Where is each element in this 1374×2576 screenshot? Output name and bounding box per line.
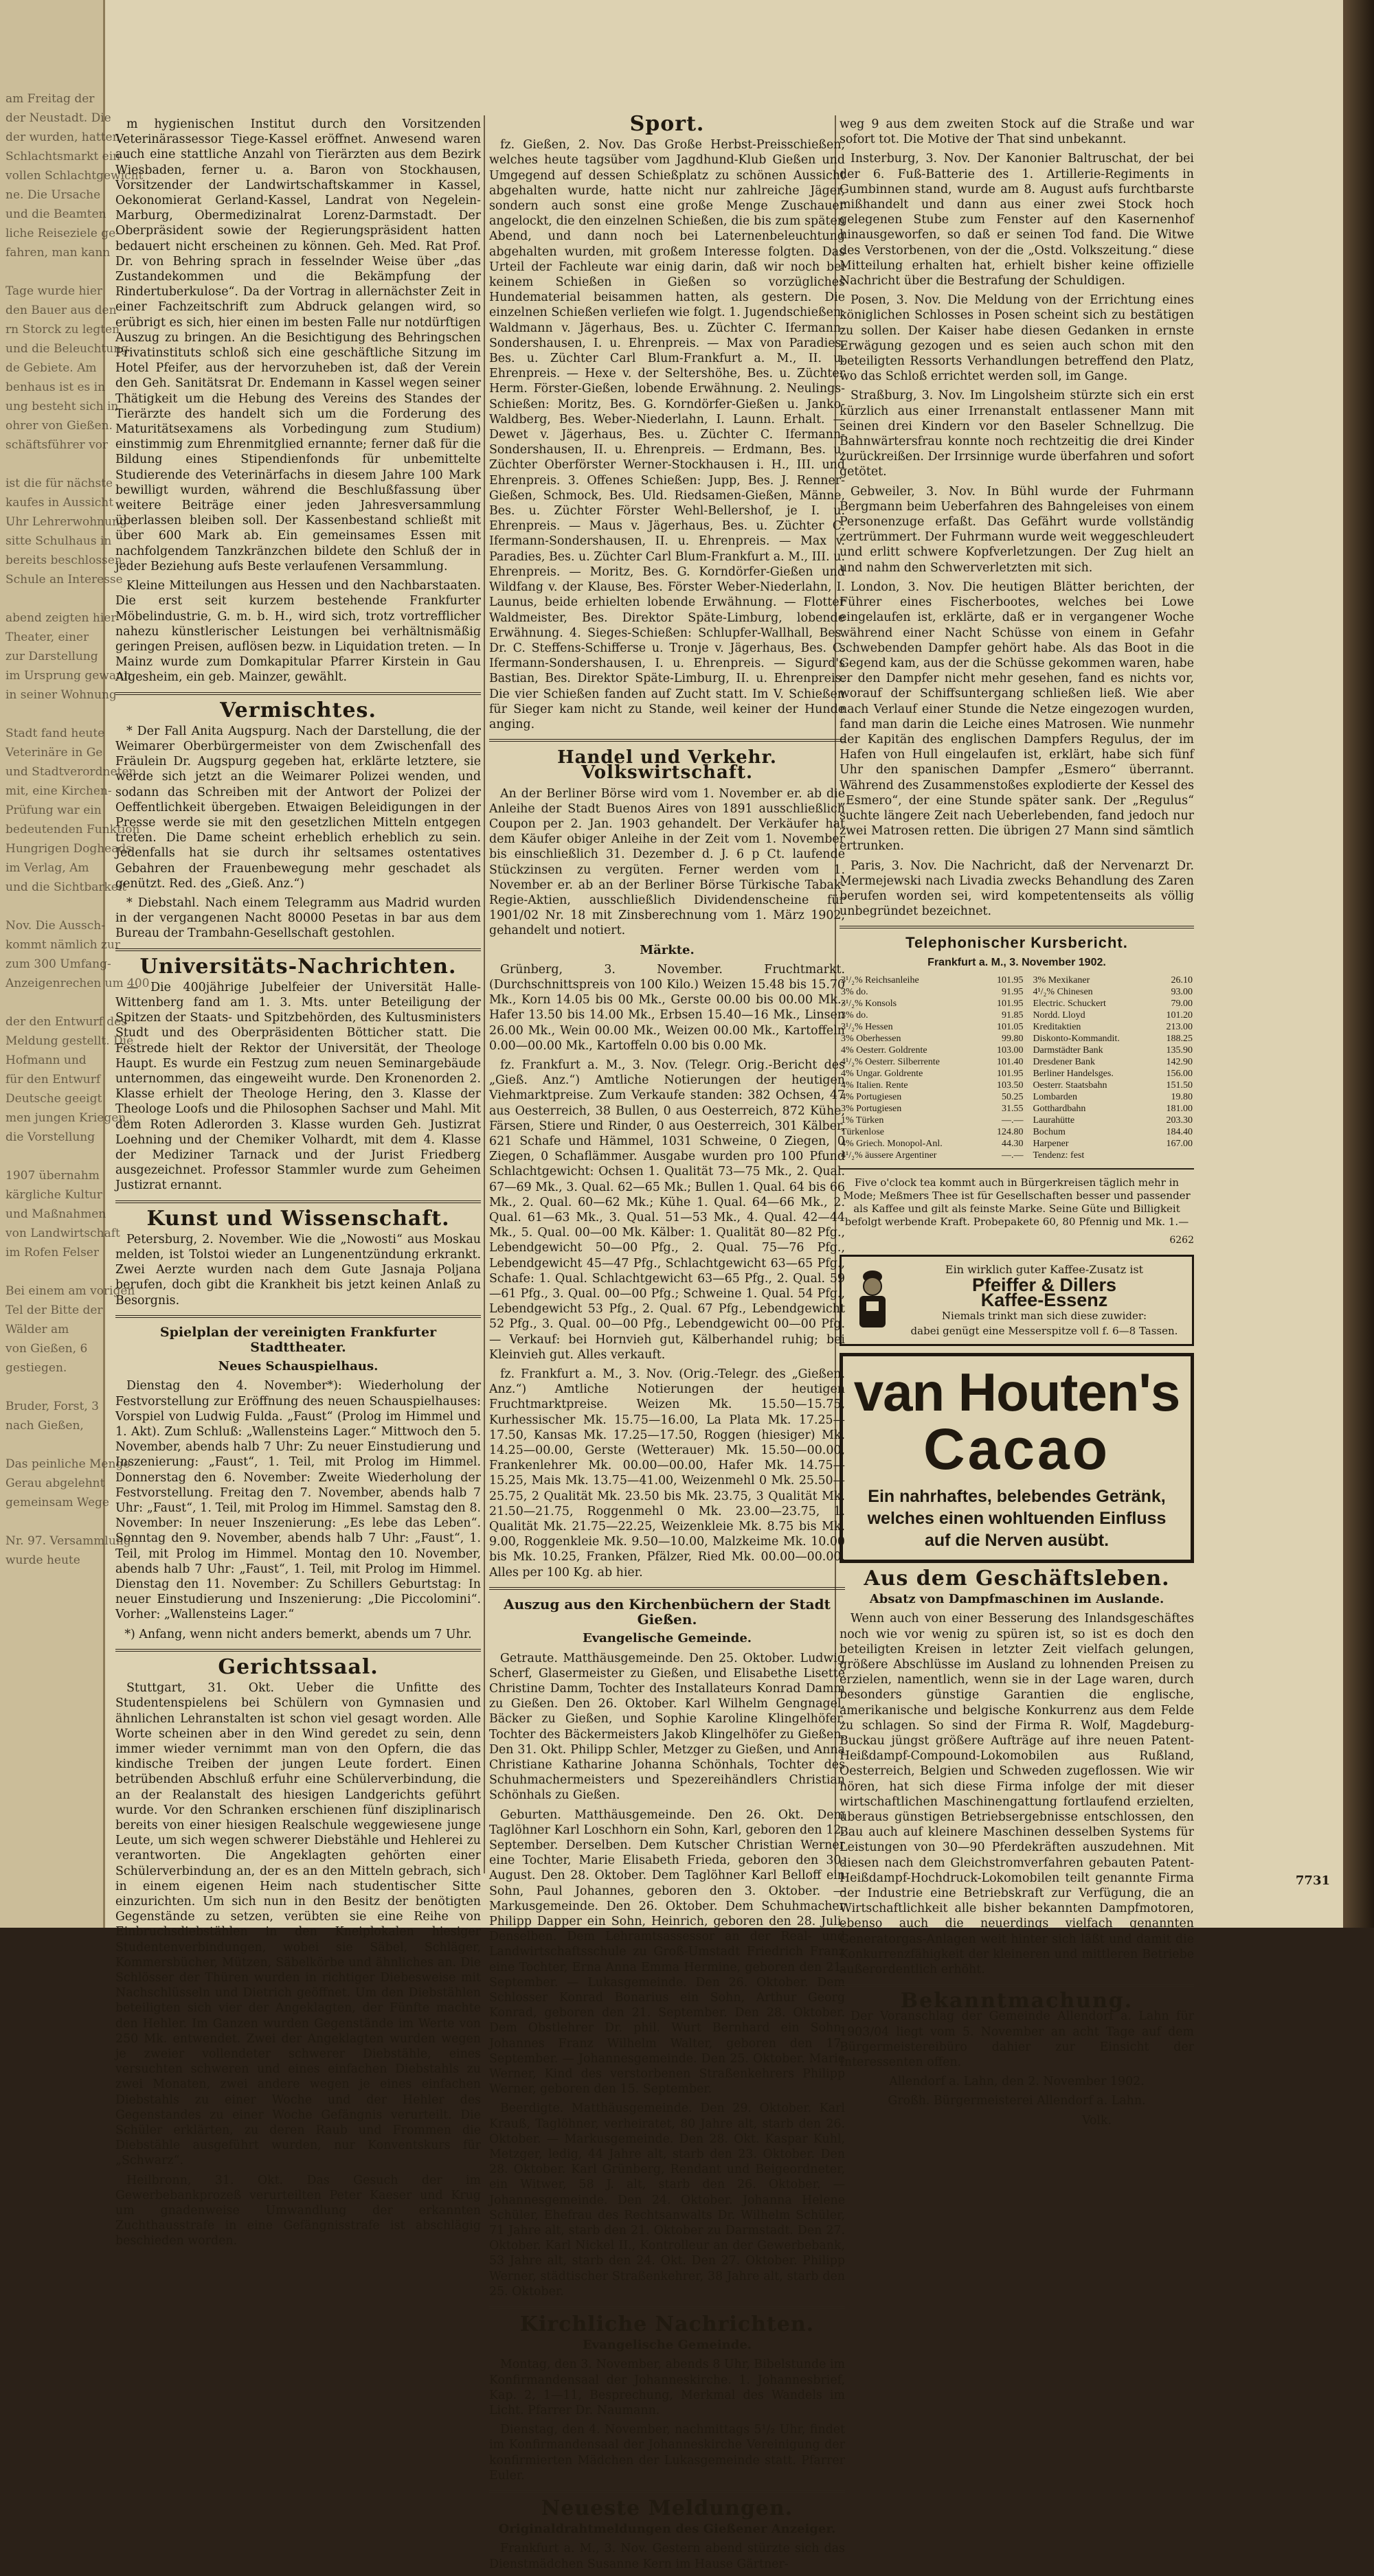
security-price: 184.40 [1166,1126,1193,1137]
article-paragraph: — Die 400jährige Jubelfeier der Universität Halle-Wittenberg fand am 1. 3. Mts. unter Beteiligung der Spitzen der Staats- und Spitzbehörden, des Kultusministers Studt und des Oberpräsidenten Bötticher statt. Die Festrede hielt der Rektor der Universität, der Theologe Haupt. Es wurde ein Festzug zum neuen Seminargebäude unternommen, das eingeweiht wurde. Den Kronenorden 2. Klasse erhielt der Theologe Hering, den 3. Klasse der Theologe Loofs und die Philosophen Sachser und Mahl. Mit dem Roten Adlerorden 3. Klasse wurden Geh. Justizrat Loehning und der Chemiker Volhardt, mit dem 4. Klasse der Mediziner Tarnack und der Jurist Friedberg ausgezeichnet. Professor Stammler wurde zum Geheimen Justizrat ernannt. [115,980,481,1193]
security-price: —.— [1001,1150,1024,1161]
security-price: 99.80 [1001,1033,1024,1044]
security-name: Darmstädter Bank [1033,1045,1103,1056]
security-price: 101.95 [996,998,1024,1009]
column-1 [115,117,481,2253]
security-name: 3¹/₂% Hessen [841,1021,893,1032]
facing-page-edge [0,0,150,1928]
quote-row [840,1010,1194,1021]
article-paragraph: * Der Fall Anita Augspurg. Nach der Darstellung, die der Weimarer Oberbürgermeister von dem Zwischenfall des Fräulein Dr. Augspurg gegeben hat, erklärte letztere, sie werde sich jetzt an die Weimarer Polizei wenden, und sodann das Schreiben mit der Antwort der Polizei der Oeffentlichkeit übergeben. Etwaigen Beleidigungen in der Presse werde sie mit den gesetzlichen Mitteln entgegen treten. Die Dame scheint erheblich erheblich zu sein. Jedenfalls hat sie durch ihr seltsames ostentatives Gebahren der Frauenbewegung mehr geschadet als genützt. Red. des „Gieß. Anz.“) [115,724,481,891]
security-price: 151.50 [1166,1080,1193,1091]
ad-product: Cacao [923,1416,1111,1481]
ad-number: 6262 [1169,1234,1194,1246]
security-name: 3% do. [841,986,868,997]
security-price: 19.80 [1171,1091,1193,1102]
section-heading-neueste: Neueste Meldungen. [541,2496,793,2521]
section-heading-bekanntmachung: Bekanntmachung. [900,1989,1134,2014]
security-name: 4% Oesterr. Goldrente [841,1045,927,1056]
section-subheading: Märkte. [640,942,695,957]
security-name: Bochum [1033,1126,1066,1137]
security-price: 101.05 [996,1021,1024,1032]
footnote: *) Anfang, wenn nicht anders bemerkt, abends um 7 Uhr. [124,1627,472,1641]
quote-row [840,1033,1194,1045]
section-heading-gerichtssaal: Gerichtssaal. [218,1654,379,1679]
security-name: Berliner Handelsges. [1033,1068,1114,1079]
security-name: Diskonto-Kommandit. [1033,1033,1120,1044]
security-name: Nordd. Lloyd [1033,1010,1085,1021]
column-2 [489,112,845,2576]
article-paragraph: Grünberg, 3. November. Fruchtmarkt. (Durchschnittspreis von 100 Kilo.) Weizen 15.48 bis 15.70 Mk., Korn 14.05 bis 00 Mk., Gerste 00.00 bis 00.00 Mk., Hafer 13.50 bis 14.00 Mk., Erbsen 15.40—16 Mk., Linsen 26.00 Mk., Wein 00.00 Mk., Weizen 00.00 Mk., Kartoffeln 0.00—00.00 Mk., Kartoffeln 0.00 bis 0.00 Mk. [489,962,845,1053]
security-price: 213.00 [1166,1021,1193,1032]
article-paragraph: Getraute. Matthäusgemeinde. Den 25. Oktober. Ludwig Scherf, Glasermeister zu Gießen, und Elisabethe Lisette Christine Damm, Tochter des Installateurs Konrad Damm zu Gießen. Den 26. Oktober. Karl Wilhelm Gengnagel, Bäcker zu Gießen, und Sophie Karoline Klingelhöfer, Tochter des Bäckermeisters Jakob Klingelhöfer zu Gießen. Den 31. Okt. Philipp Schler, Metzger zu Gießen, und Anna Christiane Katharine Johanna Schönhals, Tochter des Schuhmachermeisters und Spezereihändlers Christian Schönhals zu Gießen. [489,1651,845,1803]
notice-date: Allendorf a. Lahn, den 2. November 1902. [889,2075,1145,2089]
security-name: Gotthardbahn [1033,1103,1086,1114]
quote-row [840,974,1194,986]
section-heading-universitaet: Universitäts-Nachrichten. [139,954,457,979]
article-paragraph: Montag, den 3. November, abends 8 Uhr, Bibelstunde im Konfirmandensaal der Johanneskirche. 1. Johannesbrief, Kap. 2, 1—11, Besprechung, Merkmal des Wandels im Licht. Pfarrer Dr. Naumann. [489,2358,845,2418]
security-name: Harpener [1033,1138,1069,1149]
quote-row [840,1150,1194,1161]
security-price: 156.00 [1166,1068,1193,1079]
article-paragraph: m hygienischen Institut durch den Vorsitzenden Veterinärassessor Tiege-Kassel eröffnet. Anwesend waren auch eine stattliche Anzahl von Tierärzten aus dem Bezirk Wiesbaden, ferner u. a. Baron von Stockhausen, Vorsitzender der Landwirtschaftskammer in Kassel, Oekonomierat Gerland-Kassel, Landrat von Negelein-Marburg, Obermedizinalrat Lorenz-Darmstadt. Der Oberpräsident sowie der Regierungspräsident hatten bedauert nicht erscheinen zu können. Geh. Med. Rat Prof. Dr. von Behring sprach in fesselnder Weise über „das Zustandekommen und die Bekämpfung der Rindertuberkulose“. Da der Vortrag in allernächster Zeit in einer Fachzeitschrift zum Abdruck gelangen wird, so erübrigt es sich, hier einen im besten Falle nur notdürftigen Auszug zu bringen. An die Besichtigung des Behringschen Privatinstituts schloß sich eine geschäftliche Sitzung im Hotel Pfeifer, aus der hervorzuheben ist, daß der Verein den Geh. Sanitätsrat Dr. Endemann in Kassel wegen seiner Thätigkeit um die Hebung des Vereins des Standes der Tierärzte des handelt sich um die Forderung des Maturitätsexamens als Vorbedingung zum Studium) einstimmig zum Ehrenmitglied ernannte; ferner daß für die Bildung eines Stipendienfonds für unbemittelte Studierende des Veterinärfachs in diesem Jahre 100 Mark bewilligt wurden, während die Beschlußfassung über weitere Beiträge einer jeden Jahresversammlung überlassen bleiben soll. Der Kassenbestand schließt mit über 600 Mark ab. Ein gemeinsames Essen mit nachfolgendem Tanzkränzchen bildete den Schluß der in jeder Beziehung aufs Beste verlaufenen Versammlung. [115,117,481,573]
security-price: 181.00 [1166,1103,1193,1114]
article-paragraph: weg 9 aus dem zweiten Stock auf die Straße und war sofort tot. Die Motive der That sind unbekannt. [840,117,1194,147]
section-heading-kunst: Kunst und Wissenschaft. [146,1206,450,1231]
security-price: —.— [1001,1115,1024,1126]
ad-slogan: Ein nahrhaftes, belebendes Getränk, [868,1486,1166,1506]
security-name: 4¹/₂% Oesterr. Silberrente [841,1056,940,1067]
security-price: 203.30 [1166,1115,1193,1126]
security-name: Laurahütte [1033,1115,1075,1126]
quote-row [840,1056,1194,1068]
article-paragraph: Frankfurt a. M., 3. Nov. Gestern abend stürzte sich das Dienstmädchen Susanne Kern im Hause Gärtner- [489,2542,845,2571]
section-subheading: Evangelische Gemeinde. [582,1631,752,1646]
article-paragraph: Posen, 3. Nov. Die Meldung von der Errichtung eines königlichen Schlosses in Posen scheint sich zu bestätigen zu sollen. Der Kaiser habe diesen Gedanken in ernste Erwägung gezogen und es seien auch schon mit den beteiligten Ressorts Verhandlungen betreffend den Platz, wo das Schloß errichtet werden soll, im Gange. [840,293,1194,384]
security-price: 101.40 [996,1056,1024,1067]
security-name: 4% Italien. Rente [841,1080,908,1091]
security-name: 3¹/₂% Konsols [841,998,897,1009]
article-paragraph: Petersburg, 2. November. Wie die „Nowosti“ aus Moskau melden, ist Tolstoi wieder an Lungenentzündung erkrankt. Zwei Aerzte wurden nach dem Gute Jasnaja Poljana berufen, doch gibt die Krankheit bis jetzt keinen Anlaß zu Besorgnis. [115,1232,481,1308]
facing-page-text: am Freitag der der Neustadt. Die der wurden, hatten Schlachtsmarkt ein vollen Schlachtgewicht ne. Die Ursache und die Beamten liche Reiseziele ge- fahren, man kann Tage wurde hier den Bauer aus den rn Storck zu legten und die Beleuchtung de Gebiete. Am benhaus ist es in ung besteht sich in ohrer von Gießen. schäftsführer vor ist die für nächste kaufes in Aussicht Uhr Lehrerwohnung sitte Schulhaus in bereits beschlossen. Schule an Interesse abend zeigten hier Theater, einer zur Darstellung im Ursprung gewann in seiner Wohnung Stadt fand heute Veterinäre in Ge und Stadtverordneten mit, eine Kirchen- Prüfung war ein bedeutenden Funktion Hungrigen Dogheads im Verlag, Am und die Sichtbarkeit Nov. Die Aussch- kommt nämlich zur zum 300 Umfang- Anzeigenrechen um 400 der den Entwurf des Meldung gestellt. Die Hofmann und für den Entwurf Deutsche geeigt men jungen Kriegen, die Vorstellung 1907 übernahm kärgliche Kultur und Maßnahmen von Landwirtschaft im Rofen Felser Bei einem am vorigen Tel der Bitte der Wälder am von Gießen, 6 gestiegen. Bruder, Forst, 3 nach Gießen, Das peinliche Menge Gerau abgelehnt gemeinsam Wege Nr. 97. Versammlung wurde heute [5,92,150,1567]
security-price: 142.90 [1166,1056,1193,1067]
article-paragraph: Gebweiler, 3. Nov. In Bühl wurde der Fuhrmann Bergmann beim Ueberfahren des Bahngeleises von einem Personenzuge erfaßt. Das Gefährt wurde vollständig zertrümmert. Der Fuhrmann wurde weit weggeschleudert und erlitt schwere Kopfverletzungen. Der Zug hielt an und nahm den Schwerverletzten mit sich. [840,484,1194,575]
section-heading-geschaeftsleben: Aus dem Geschäftsleben. [864,1566,1170,1591]
security-price [1154,1150,1194,1161]
security-name: 4¹/₂% Chinesen [1033,986,1093,997]
security-name: 3¹/₂% Reichsanleihe [841,974,919,985]
security-price: 101.95 [996,974,1024,985]
quote-row [840,1103,1194,1115]
page-number: 7731 [1295,1873,1330,1888]
article-paragraph: Geburten. Matthäusgemeinde. Den 26. Okt. Dem Taglöhner Karl Loschhorn ein Sohn, Karl, geboren den 12. September. Derselben. Dem Kutscher Christian Werner eine Tochter, Marie Elisabeth Frieda, geboren den 30. August. Den 28. Oktober. Dem Taglöhner Karl Belloff ein Sohn, Paul Johannes, geboren den 3. Oktober. — Markusgemeinde. Den 26. Oktober. Dem Schuhmacher Philipp Dapper ein Sohn, Heinrich, geboren den 28. Juli. Denselben. Dem Lehramtsassessor an der Real- und Landwirtschaftsschule zu Groß-Umstadt Friedrich Franz eine Tochter, Erna Anna Emma Hermine, geboren den 21. September. — Lukasgemeinde. Den 26. Oktober. Dem Schlosser Konrad Bonarius ein Sohn, Arthur Georg Konrad, geboren den 21. September. Den 28. Oktober. Dem Obstlehrer Dr. phil. Wurt Bernhard ein Sohn, Johannes Franz Wilhelm Walter, geboren den 17. September. — Johannesgemeinde. Den 25. Oktober. Marie Werner, Kind des verstorbenen Straßenkehrers Philipp Werner, geboren den 15. September. [489,1808,845,2097]
article-paragraph: Insterburg, 3. Nov. Der Kanonier Baltruschat, der bei der 6. Fuß-Batterie des 1. Artillerie-Regiments in Gumbinnen stand, wurde am 8. August aufs furchtbarste mißhandelt und dann aus einer zwei Stock hoch gelegenen Stube zum Fenster auf den Kasernenhof hinausgeworfen, so daß er seinen Tod fand. Die Witwe des Verstorbenen, von der die „Ostd. Volkszeitung.“ diese Mitteilung erhalten hat, erhielt bisher keine offizielle Nachricht über die Bestrafung der Schuldigen. [840,152,1194,288]
security-name: Türkenlose [841,1126,884,1137]
quote-row [840,1115,1194,1126]
notice-paragraph: Der Voranschlag der Gemeinde Allendorf a. Lahn für 1903/04 liegt vom 5. November an acht Tage auf dem Bürgermeistereibüro dahier zur Einsicht der Interessenten offen. [840,2009,1194,2070]
ad-product: Kaffee-Essenz [980,1290,1108,1311]
security-price: 124.80 [996,1126,1024,1137]
security-price: 91.95 [1001,986,1024,997]
section-heading-kursbericht: Telephonischer Kursbericht. [905,934,1128,952]
article-paragraph: An der Berliner Börse wird vom 1. November er. ab die Anleihe der Stadt Buenos Aires von 1891 ausschließlich Coupon per 2. Jan. 1903 gehandelt. Der Verkäufer hat dem Käufer obiger Anleihe in der Zeit vom 1. November bis einschließlich 31. Dezember d. J. 6 p Ct. laufende Stückzinsen zu vergüten. Ferner werden vom 1. November er. ab an der Berliner Börse Türkische Tabak-Regie-Aktien, ausschließlich Dividendenscheine für 1901/02 Nr. 18 mit Zinsberechnung vom 1. März 1902, gehandelt und notiert. [489,786,845,938]
security-price: 103.00 [996,1045,1024,1056]
security-name: 4% Portugiesen [841,1091,902,1102]
quote-row [840,998,1194,1010]
article-paragraph: Heilbronn, 31. Okt. Das Gesuch der im Gewerbebankprozeß verurteilten Peter Kaeser und Krug um gnadenweise Umwandlung der erkannten Zuchthausstrafe in eine Gefängnisstrafe ist abschlägig beschieden worden. [115,2173,481,2248]
security-price: 188.25 [1166,1033,1193,1044]
man-with-cup-icon [848,1267,897,1333]
quote-row [840,1021,1194,1033]
section-heading-kirchliche: Kirchliche Nachrichten. [519,2312,815,2337]
article-paragraph: Wenn auch von einer Besserung des Inlandsgeschäftes noch wie vor wenig zu spüren ist, so ist es doch den beteiligten Kreisen in letzter Zeit vielfach gelungen, größere Abschlüsse im Ausland zu lohnenden Preisen zu erzielen, namentlich, wenn sie in der Lage waren, durch besonders günstige Garantien die englische, amerikanische und belgische Konkurrenz aus dem Felde zu schlagen. So sind der Firma R. Wolf, Magdeburg-Buckau jüngst größere Aufträge auf ihre neuen Patent-Heißdampf-Compound-Lokomobilen aus Rußland, Oesterreich, Belgien und Schweden zugeflossen. Wie wir hören, hat sich diese Firma infolge der mit dieser wirtschaftlichen Maschinengattung fortlaufend erzielten, überaus günstigen Betriebsergebnisse entschlossen, den Bau auch auf kleinere Maschinen desselben Systems für Leistungen von 30—90 Pferdekräften auszudehnen. Mit diesen nach dem Gleichstromverfahren gebauten Patent-Heißdampf-Hochdruck-Lokomobilen teilt genannte Firma der Industrie eine Betriebskraft zur Verfügung, die an Wirtschaftlichkeit alle bisher bekannten Dampfmotoren, ebenso auch die neuerdings vielfach genannten Generatorgas-Anlagen weit hinter sich läßt und damit die Konkurrenzfähigkeit der kleineren und mittleren Betriebe außerordentlich erhöht. [840,1612,1194,1977]
section-subheading: Neues Schauspielhaus. [218,1359,379,1374]
article-paragraph: Paris, 3. Nov. Die Nachricht, daß der Nervenarzt Dr. Mermejewski nach Livadia zwecks Behandlung des Zaren berufen worden sei, wird kompetentenseits als völlig unbegründet bezeichnet. [840,858,1194,919]
security-price: 135.90 [1166,1045,1193,1056]
stock-quote-table [840,974,1194,1161]
security-name: 3% do. [841,1010,868,1021]
security-name: 3% Portugiesen [841,1103,902,1114]
security-name: 3% Oberhessen [841,1033,901,1044]
security-price: 79.00 [1171,998,1193,1009]
notice-signature: Volk. [1081,2113,1112,2128]
article-paragraph: Straßburg, 3. Nov. Im Lingolsheim stürzte sich ein erst kürzlich aus einer Irrenanstalt entlassener Mann mit seinen drei Kindern vor den Baseler Schnellzug. Die Bahnwärtersfrau konnte noch rechtzeitig die drei Kinder zurückreißen. Der Irrsinnige wurde überfahren und sofort getötet. [840,389,1194,479]
security-price: 167.00 [1166,1138,1193,1149]
section-heading-vermischtes: Vermischtes. [220,698,376,722]
advertisement-text: Five o'clock tea kommt auch in Bürgerkreisen täglich mehr in Mode; Meßmers Thee ist für Gesellschaften besser und passender als Kaffee und gilt als feinste Marke. Seine Güte und Billigkeit befolgt werbende Kraft. Probepakete 60, 80 Pfennig und Mk. 1.— [843,1176,1191,1228]
security-price: 103.50 [996,1080,1024,1091]
ad-brand: van Houten's [853,1361,1180,1422]
section-heading-kirchenbuecher: Auszug aus den Kirchenbüchern der Stadt Gießen. [504,1595,831,1628]
article-paragraph: London, 3. Nov. Die heutigen Blätter berichten, der Führer eines Fischerbootes, welches bei Lowe eingelaufen ist, erklärte, daß er in vergangener Woche während einer Nacht Schüsse von einem in Gefahr schwebenden Dampfer gehört habe. Als das Boot in die Gegend kam, aus der die Schüsse gekommen waren, habe er den Dampfer nicht mehr gesehen, fand es nichts vor, worauf der Schiffsuntergang schließen ließ. Wie aber nach Verlauf einer Stunde die Netze eingezogen wurden, fand man darin die Leiche eines Matrosen. Wie nunmehr der Kapitän des englischen Dampfers Regulus, der im Hafen von Hull eingelaufen ist, erklärt, habe sich fünf Uhr den spanischen Dampfer „Esmero“ überrannt. Während des Zusammenstoßes explodierte der Kessel des „Esmero“, der eine Stunde später sank. Der „Regulus“ suchte längere Zeit nach Ueberlebenden, fand jedoch nur zwei Matrosen retten. Die übrigen 27 Mann sind sämtlich ertrunken. [840,580,1194,854]
section-subheading: Evangelische Gemeinde. [582,2338,752,2353]
article-paragraph: Dienstag, den 4. November, nachmittags 5¹/₂ Uhr, findet im Konfirmandensaal der Johanneskirche Vereinigung der konfirmierten Mädchen der Lukasgemeinde statt. Pfarrer Euler. [489,2423,845,2483]
kursbericht-date: Frankfurt a. M., 3. November 1902. [927,956,1106,968]
security-name: 1% Türken [841,1115,884,1126]
security-name: 4% Griech. Monopol-Anl. [841,1138,943,1149]
security-name: 3% Mexikaner [1033,974,1090,985]
section-heading-handel: Handel und Verkehr. Volkswirtschaft. [557,747,777,784]
security-price: 101.20 [1166,1010,1193,1021]
security-price: 44.30 [1001,1138,1024,1149]
ad-line: Niemals trinkt man sich diese zuwider: [941,1309,1147,1322]
security-name: Dresdener Bank [1033,1056,1096,1067]
article-paragraph: fz. Frankfurt a. M., 3. Nov. (Telegr. Orig.-Bericht des „Gieß. Anz.“) Amtliche Notierungen der heutigen Viehmarktpreise. Zum Verkaufe standen: 382 Ochsen, 47 aus Oesterreich, 38 Bullen, 0 aus Oesterreich, 872 Kühe, Färsen, Stiere und Rinder, 0 aus Oesterreich, 301 Kälber, 621 Schafe und Hämmel, 1031 Schweine, 0 Ziegen, 0 Ziegen, 0 Schaflämmer. Ausgabe wurden pro 100 Pfund Schlachtgewicht: Ochsen 1. Qualität 73—75 Mk., 2. Qual. 67—69 Mk., 3. Qual. 62—65 Mk.; Bullen 1. Qual. 64 bis 66 Mk., 2. Qual. 60—62 Mk.; Kühe 1. Qual. 64—66 Mk., 2. Qual. 61—63 Mk., 3. Qual. 51—53 Mk., 4. Qual. 42—44 Mk., 5. Qual. 00—00 Mk. Kälber: 1. Qualität 80—82 Pfg., Lebendgewicht 50—00 Pfg., 2. Qual. 75—76 Pfg., Lebendgewicht 45—47 Pfg., Schlachtgewicht 63—65 Pfg., Schafe: 1. Qual. Schlachtgewicht 63—65 Pfg., 2. Qual. 59—61 Pfg., 3. Qual. 00—00 Pfg.; Schweine 1. Qual. 54 Pfg., Lebendgewicht 53 Pfg., 2. Qual. 67 Pfg., Lebendgewicht 52 Pfg., 3. Qual. 00—00 Pfg., Lebendgewicht 00—00 Pfg. — Verkauf: bei Hornvieh gut, Kälberhandel ruhig; bei Kleinvieh gut. Alles verkauft. [489,1058,845,1362]
security-price: 91.85 [1001,1010,1024,1021]
quote-row [840,986,1194,998]
article-paragraph: Stuttgart, 31. Okt. Ueber die Unfitte des Studentenspielens bei Schülern von Gymnasien und ähnlichen Lehranstalten ist schon viel gesagt worden. Alle Worte scheinen aber in den Wind geredet zu sein, denn immer wieder vernimmt man von den Opfern, die das kindische Treiben der jungen Leute fordert. Einen betrübenden Abschluß erfuhr eine Schülerverbindung, die an der Realanstalt des hiesigen Landgerichts geführt wurde. Vor den Schranken erschienen fünf disziplinarisch bereits von einer hiesigen Realschule weggewiesene junge Leute, um sich wegen schwerer Diebstähle und Hehlerei zu verantworten. Die Angeklagten gehörten einer Schülerverbindung an, der es an den Mitteln gebrach, sich in einem eigenen Heim nach studentischer Sitte einzurichten. Um sich nun in den Besitz der benötigten Gegenstände zu setzen, verübten sie eine Reihe von Einbruchsdiebstählen in den Kneiplokalen hiesiger Studentenverbindungen, wobei sie Säbel, Schläger, Kommersbücher, Mützen, Säbelkörbe und ähnliches an. Die Schlösser der Thüren wurden in richtiger Diebesweise mit Nachschlüsseln und Dietrich geöffnet. Um den Diebstählen beteiligten sich vier der Angeklagten, der Fünfte machte den Hehler. Im Ganzen wurden Gegenstände im Werte von 250 Mk. entwendet. Zwei der Angeklagten wurden wegen je zweier vollendeter schwerer Diebstähle, eines versuchten schweren und eines einfachen Diebstahls zu zwei Monaten, zwei andere wegen je eines einfachen Diebstahls zu einer Woche und der Hehler des Gegenstandes zu einer Woche Gefängnis verurteilt. Die Schüler erklärten, zu deren Raub und Frommen die Diebstähle ausgeführt wurden, nur Konventskurs für „Schwarz“. [115,1681,481,2168]
quote-row [840,1091,1194,1103]
book-binding-edge [1343,0,1374,1928]
section-subheading: Absatz von Dampfmaschinen im Auslande. [869,1592,1164,1607]
column-rule-1 [484,115,485,1873]
article-paragraph: Dienstag den 4. November*): Wiederholung der Festvorstellung zur Eröffnung des neuen Schauspielhauses: Vorspiel von Ludwig Fulda. „Faust“ (Prolog im Himmel und 1. Akt). Zum Schluß: „Wallensteins Lager.“ Mittwoch den 5. November, abends halb 7 Uhr: Zu neuer Einstudierung und Inszenierung: „Faust“, 1. Teil, mit Prolog im Himmel. Donnerstag den 6. November: Zweite Wiederholung der Festvorstellung. Freitag den 7. November, abends halb 7 Uhr: „Faust“, 1. Teil, mit Prolog im Himmel. Samstag den 8. November: In neuer Inszenierung: „Es lebe das Leben“. Sonntag den 9. November, abends halb 7 Uhr: „Faust“, 1. Teil, mit Prolog im Himmel. Montag den 10. November, abends halb 7 Uhr: „Faust“, 1. Teil, mit Prolog im Himmel. Dienstag den 11. November: Zu Schillers Geburtstag: In neuer Einstudierung und Inszenierung: „Die Piccolomini“. Vorher: „Wallensteins Lager.“ [115,1379,481,1622]
ad-line: Ein wirklich guter Kaffee-Zusatz ist [945,1262,1144,1276]
ad-brand: Pfeiffer & Dillers [971,1275,1117,1296]
article-paragraph: fz. Frankfurt a. M., 3. Nov. (Orig.-Telegr. des „Gießen. Anz.“) Amtliche Notierungen der heutigen Fruchtmarktpreise. Weizen Mk. 15.50—15.75, Kurhessischer Mk. 15.75—16.00, La Plata Mk. 17.25—17.50, Kansas Mk. 17.25—17.50, Roggen (hiesiger) Mk. 14.25—00.00, Gerste (Wetterauer) Mk. 15.50—00.00, Frankenlehrer Mk. 00.00—00.00, Hafer Mk. 14.75—15.25, Mais Mk. 13.75—41.00, Weizenmehl 0 Mk. 25.50—25.75, 2 Qualität Mk. 23.50 bis Mk. 23.75, 3 Qualität Mk. 21.50—21.75, Roggenmehl 0 Mk. 23.00—23.75, 1. Qualität Mk. 21.75—22.25, Weizenkleie Mk. 8.75 bis Mk. 9.00, Roggenkleie Mk. 9.50—10.00, Malzkeime Mk. 10.00 bis Mk. 10.25, Franken, Pfälzer, Ried Mk. 00.00—00.00. Alles per 100 Kg. ab hier. [489,1367,845,1580]
security-price: 26.10 [1171,974,1193,985]
section-heading-sport: Sport. [629,112,705,136]
security-price: 31.55 [1001,1103,1024,1114]
security-name: Tendenz: fest [1033,1150,1085,1161]
article-paragraph: * Diebstahl. Nach einem Telegramm aus Madrid wurden in der vergangenen Nacht 80000 Pesetas in bar aus dem Bureau der Trambahn-Gesellschaft gestohlen. [115,896,481,941]
security-name: Oesterr. Staatsbahn [1033,1080,1107,1091]
security-name: 4¹/₂% äussere Argentiner [841,1150,937,1161]
notice-signature-office: Großh. Bürgermeisterei Allendorf a. Lahn. [888,2094,1146,2108]
ad-line: dabei genügt eine Messerspitze voll f. 6—8 Tassen. [910,1324,1178,1337]
security-name: 4% Ungar. Goldrente [841,1068,923,1079]
ad-slogan: auf die Nerven ausübt. [924,1530,1110,1550]
article-paragraph: Kleine Mitteilungen aus Hessen und den Nachbarstaaten. Die erst seit kurzem bestehende Frankfurter Möbelindustrie, G. m. b. H., wird sich, trotz vortrefflicher nahezu künstlerischer Leistungen bei verhältnismäßig geringen Preisen, auflösen bezw. in Liquidation treten. — In Mainz wurde zum Domkapitular Pfarrer Kirstein in Gau Algesheim, ein geb. Mainzer, gewählt. [115,579,481,685]
security-name: Electric. Schuckert [1033,998,1106,1009]
pfeiffer-dillers-advertisement [840,1255,1194,1346]
van-houten-advertisement [840,1353,1194,1563]
quote-row [840,1068,1194,1080]
section-subheading: Originaldrahtmeldungen des Gießener Anzeiger. [498,2522,836,2537]
quote-row [840,1045,1194,1056]
article-paragraph: fz. Gießen, 2. Nov. Das Große Herbst-Preisschießen, welches heute tagsüber vom Jagdhund-Klub Gießen und Umgegend auf dessen Schießplatz zu schönen Aussicht abgehalten wurde, hatte nicht nur zahlreiche Jäger, sondern auch sonst eine große Menge Zuschauer angelockt, die den einzelnen Schießen, die bis zum späten Abend, und dann noch bei Laternenbeleuchtung abgehalten wurden, mit großem Interesse folgten. Das Urteil der Fachleute war einig darin, daß wir noch bei keinem Schießen in Gießen so vorzügliches Hundematerial beisammen hatten, als gestern. Die einzelnen Schießen verliefen wie folgt. 1. Jugendschießen: Waldmann v. Jägerhaus, Bes. u. Züchter C. Ifermann-Sondershausen, I. u. Ehrenpreis. — Max von Paradies, Bes. u. Züchter Carl Blum-Frankfurt a. M., II. u. Ehrenpreis. — Hexe v. der Seltershöhe, Bes. u. Züchter Herm. Förster-Gießen, lobende Erwähnung. 2. Neulings-Schießen: Moritz, Bes. G. Korndörfer-Gießen u. Janko-Waldberg, Bes. Weber-Niederlahn, I. Launn. Erhalt. — Dewet v. Jägerhaus, Bes. u. Züchter C. Ifermann-Sondershausen, II. u. Ehrenpreis. — Erdmann, Bes. u. Züchter Oberförster Werner-Stockhausen i. H., III. und Ehrenpreis. 3. Offenes Schießen: Jupp, Bes. J. Renner-Gießen, Schmock, Bes. Uld. Riedsamen-Gießen, Männe, Bes. u. Züchter Förster Wehl-Bellershof, je I. u. Ehrenpreis. — Maus v. Jägerhaus, Bes. u. Züchter C. Ifermann-Sondershausen, II. u. Ehrenpreis. — Max v. Paradies, Bes. u. Züchter Carl Blum-Frankfurt a. M., III. u. Ehrenpreis. — Moritz, Bes. G. Korndörfer-Gießen und Wildfang v. der Klause, Bes. Förster Weber-Niederlahn, I. Launus, beide erhielten lobende Erwähnung. — Flotter Waldmeister, Bes. Direktor Späte-Limburg, lobende Erwähnung. 4. Sieges-Schießen: Schlupfer-Wallhall, Bes. Dr. C. Steffens-Schifferse u. Tronje v. Jägerhaus, Bes. C. Ifermann-Sondershausen, I. u. Ehrenpreis. — Sigurd's Bastian, Bes. Direktor Späte-Limburg, II. u. Ehrenpreis. Die vier Schießen fanden auf Zucht statt. Im V. Schießen für Sieger kam nicht zu Stande, weil keiner der Hunde anging. [489,138,845,731]
security-price: 93.00 [1171,986,1193,997]
security-price: 50.25 [1001,1091,1024,1102]
quote-row [840,1138,1194,1150]
security-price: 101.95 [996,1068,1024,1079]
quote-row [840,1126,1194,1138]
column-3 [840,117,1194,2132]
security-name: Kreditaktien [1033,1021,1081,1032]
ad-slogan: welches einen wohltuenden Einfluss [867,1508,1167,1528]
security-name: Lombarden [1033,1091,1077,1102]
quote-row [840,1080,1194,1091]
section-heading-spielplan: Spielplan der vereinigten Frankfurter Stadttheater. [159,1324,437,1356]
article-paragraph: Beerdigte. Matthäusgemeinde. Den 29. Oktober. Karl Krauß, Taglöhner, verheiratet, 80 Jahre alt, starb den 26. Oktober. — Markusgemeinde. Den 28. Okt. Kaspar Kuhl, Metzger, ledig, 44 Jahre alt, starb den 23. Oktober. Den 28. Oktober. Karl Grünberg, Rendant und Beigeordneter, ein Witwer, 58 J. alt, starb den 26. Oktober. — Johannesgemeinde. Den 24. Oktober. Johanna Helene Schüler, Ehefrau des Rechtsanwalts Dr. Wilhelm Schüler, 71 Jahre alt, starb den 21. Oktober zu Darmstadt. Den 27. Oktober. Karl Nickel II., Kontrolleur an der Gewerbebank, 53 Jahre alt, starb den 24. Okt. Den 27. Oktober. Philipp Werner, städtischer Straßenkehrer, 38 Jahre alt, starb den 25. Oktober. [489,2101,845,2299]
